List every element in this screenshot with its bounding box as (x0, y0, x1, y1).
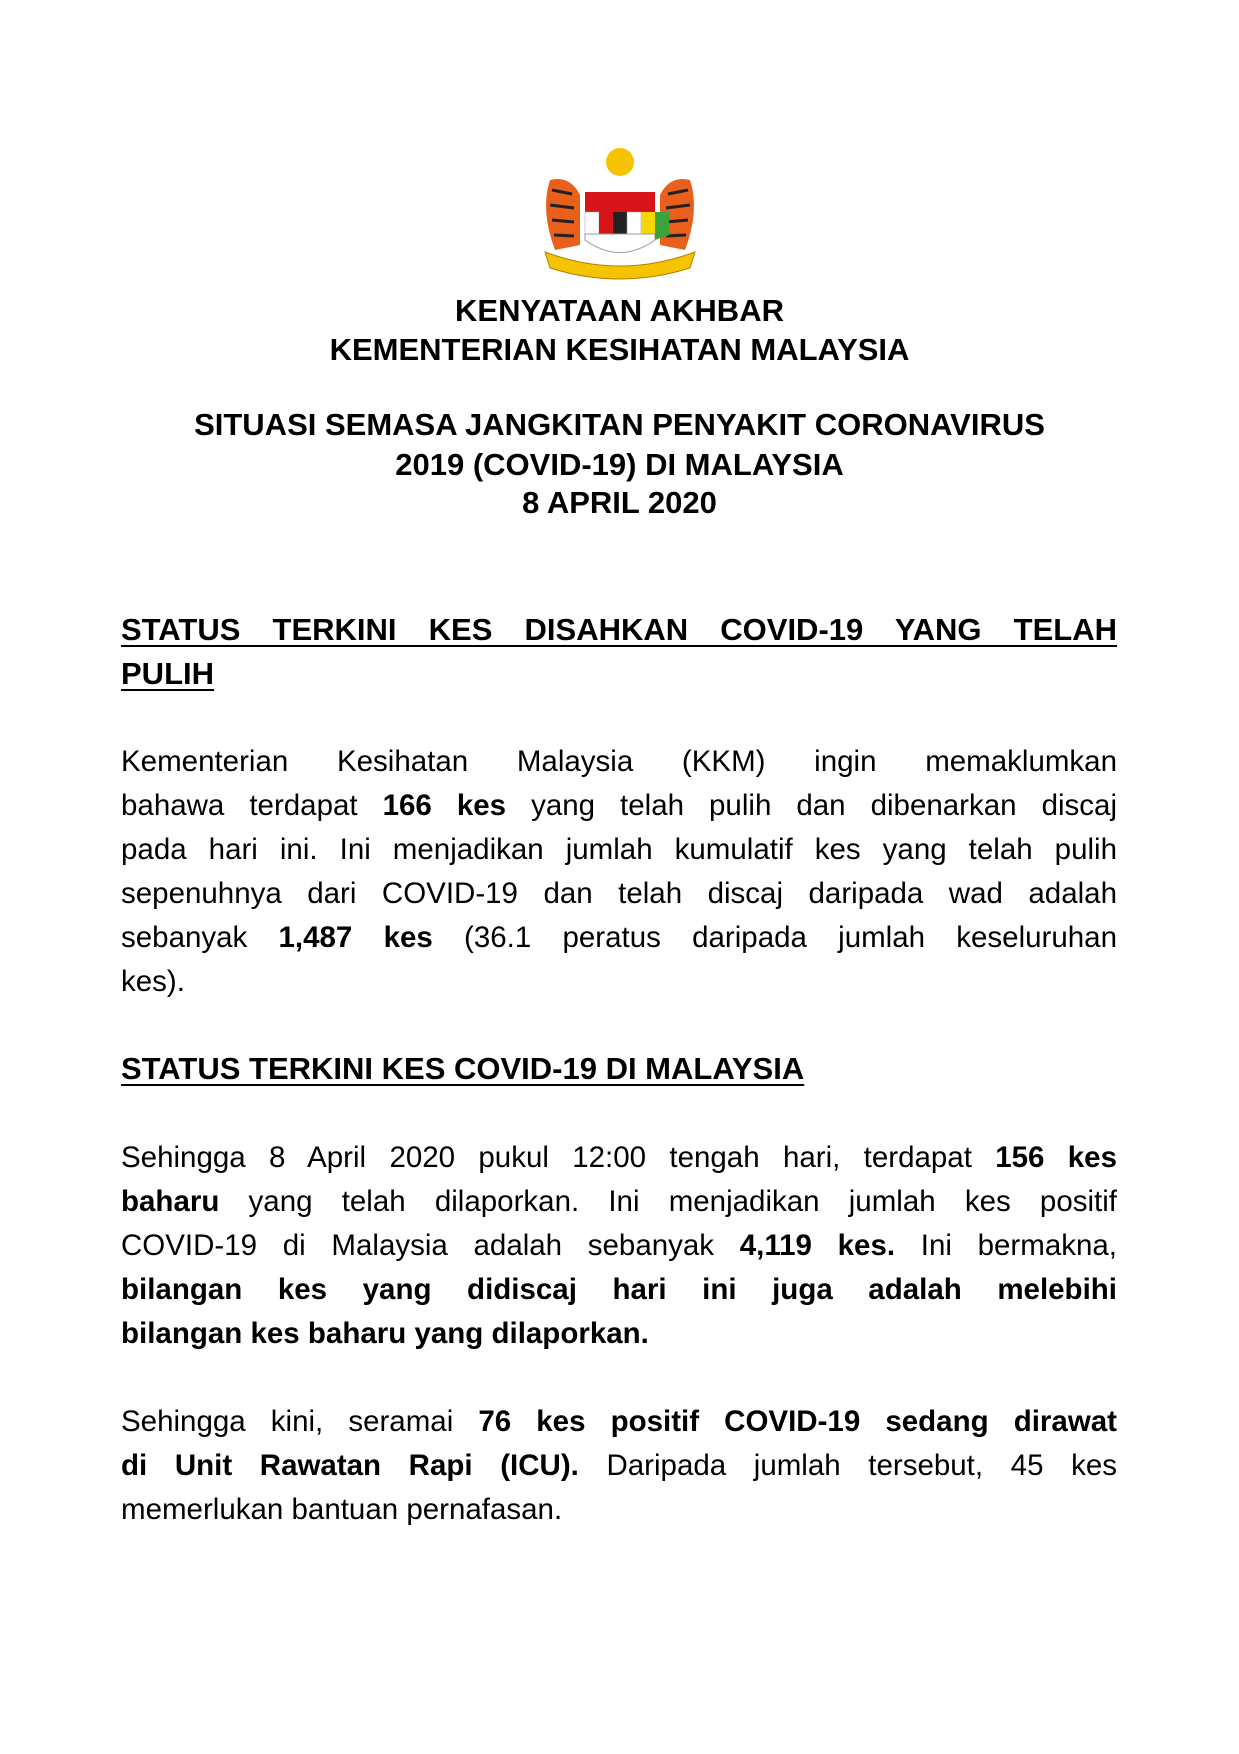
bold-text: di Unit Rawatan Rapi (ICU). (121, 1449, 579, 1482)
section-heading-recovered (121, 608, 1117, 696)
text: Sehingga kini, seramai (121, 1405, 479, 1438)
text-line (121, 1224, 1117, 1268)
bold-text: bilangan kes baharu yang dilaporkan. (121, 1317, 649, 1350)
bold-text: STATUS TERKINI KES COVID-19 DI MALAYSIA (121, 1051, 805, 1086)
bold-text: 166 kes (382, 789, 507, 822)
text: Ini bermakna, (895, 1229, 1117, 1262)
text-line (121, 1400, 1117, 1444)
text: bahawa terdapat (121, 789, 383, 822)
text-line (121, 1444, 1117, 1488)
bold-text: baharu (121, 1185, 220, 1218)
text-line (121, 872, 1117, 916)
text: yang telah pulih dan dibenarkan discaj (506, 789, 1117, 822)
jata-negara-logo (530, 140, 710, 280)
text: COVID-19 di Malaysia adalah sebanyak (121, 1229, 740, 1262)
text-line (121, 1268, 1117, 1312)
text: memerlukan bantuan pernafasan. (121, 1493, 563, 1526)
bold-text: STATUS TERKINI KES DISAHKAN COVID-19 YANG TELAH (121, 612, 1117, 647)
subject-line-1: SITUASI SEMASA JANGKITAN PENYAKIT CORONAVIRUS (194, 407, 1045, 442)
bold-text: 156 kes (995, 1141, 1117, 1174)
text-line (121, 1047, 1117, 1091)
bold-text: PULIH (121, 656, 214, 691)
text-line (121, 608, 1117, 652)
text: pada hari ini. Ini menjadikan jumlah kumulatif kes yang telah pulih (121, 833, 1117, 866)
bold-text: 76 kes positif COVID-19 sedang dirawat (478, 1405, 1117, 1438)
text: Kementerian Kesihatan Malaysia (KKM) ingin memaklumkan (121, 745, 1117, 778)
text-line (121, 960, 1117, 1004)
text-line (121, 1312, 1117, 1356)
text-line (121, 1488, 1117, 1532)
ministry-name: KEMENTERIAN KESIHATAN MALAYSIA (329, 332, 910, 367)
paragraph-icu (121, 1400, 1117, 1532)
section-heading-status (121, 1047, 1117, 1091)
text-line (121, 652, 1117, 696)
text: sepenuhnya dari COVID-19 dan telah discaj daripada wad adalah (121, 877, 1117, 910)
text: sebanyak (121, 921, 279, 954)
text: kes). (121, 965, 185, 998)
text-line (121, 784, 1117, 828)
release-date: 8 APRIL 2020 (522, 485, 717, 520)
bold-text: 4,119 kes. (739, 1229, 896, 1262)
text-line (121, 740, 1117, 784)
text: Daripada jumlah tersebut, 45 kes (578, 1449, 1117, 1482)
bold-text: 1,487 kes (278, 921, 433, 954)
text: Sehingga 8 April 2020 pukul 12:00 tengah hari, terdapat (121, 1141, 996, 1174)
text-line (121, 916, 1117, 960)
press-release-title: KENYATAAN AKHBAR (455, 293, 784, 328)
text: yang telah dilaporkan. Ini menjadikan jumlah kes positif (219, 1185, 1117, 1218)
subject-line-2: 2019 (COVID-19) DI MALAYSIA (395, 447, 844, 482)
paragraph-new-cases (121, 1136, 1117, 1356)
bold-text: bilangan kes yang didiscaj hari ini juga adalah melebihi (121, 1273, 1117, 1306)
paragraph-recovered (121, 740, 1117, 1004)
text-line (121, 1180, 1117, 1224)
text-line (121, 828, 1117, 872)
text-line (121, 1136, 1117, 1180)
text: (36.1 peratus daripada jumlah keseluruhan (432, 921, 1117, 954)
